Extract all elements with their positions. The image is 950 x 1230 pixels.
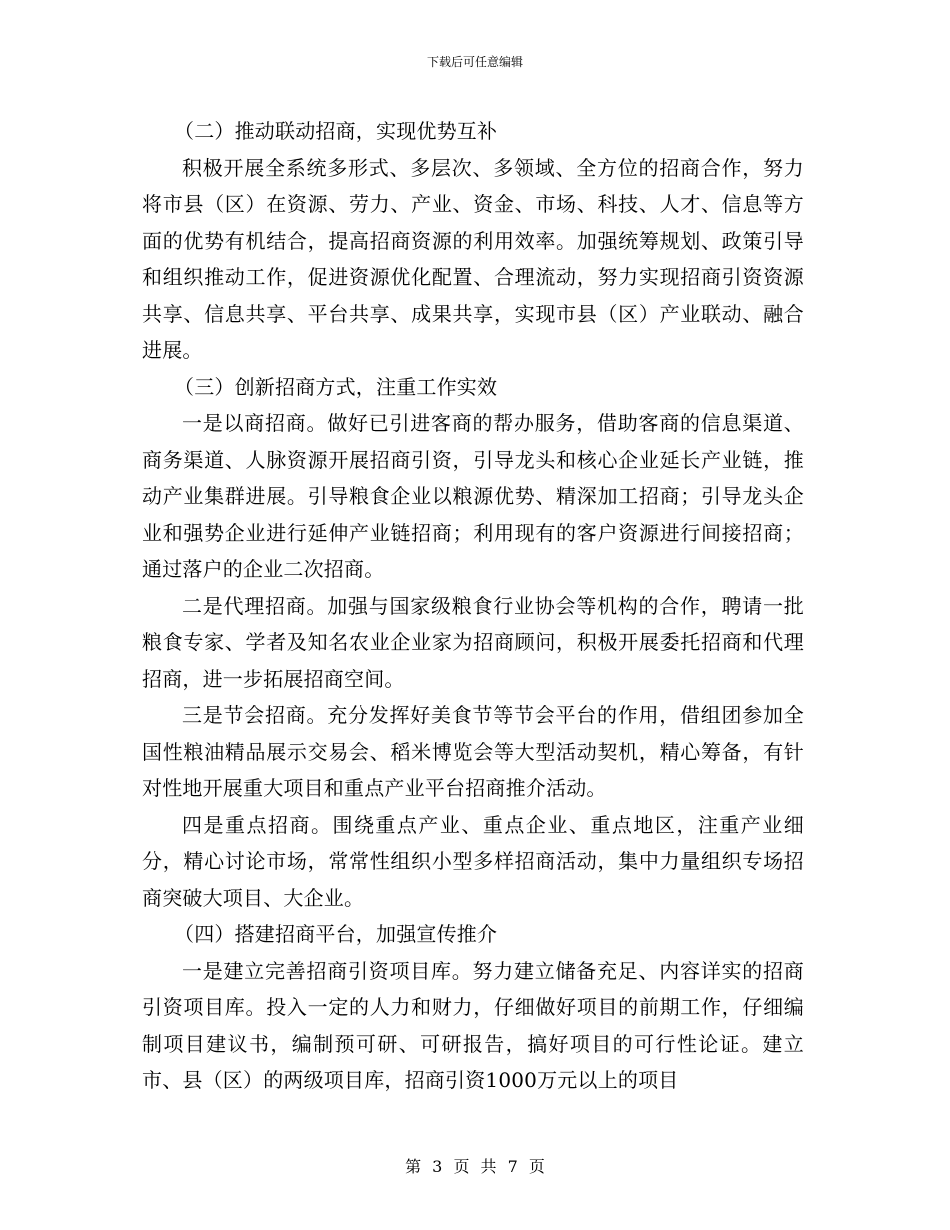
paragraph: 四是重点招商。围绕重点产业、重点企业、重点地区，注重产业细分，精心讨论市场，常常性组织小型多样招商活动，集中力量组织专场招商突破大项目、大企业。: [142, 812, 804, 910]
paragraph: 二是代理招商。加强与国家级粮食行业协会等机构的合作，聘请一批粮食专家、学者及知名农业企业家为招商顾问，积极开展委托招商和代理招商，进一步拓展招商空间。: [142, 593, 804, 691]
section-heading-2: （二）推动联动招商，实现优势互补: [174, 119, 498, 143]
document-body: [142, 113, 804, 1099]
page-footer: 第 3 页 共 7 页: [405, 1157, 545, 1176]
paragraph: 一是建立完善招商引资项目库。努力建立储备充足、内容详实的招商引资项目库。投入一定的人力和财力，仔细做好项目的前期工作，仔细编制项目建议书，编制预可研、可研报告，搞好项目的可行性论证。建立市、县（区）的两级项目库，招商引资1000万元以上的项目: [142, 958, 804, 1092]
paragraph: 三是节会招商。充分发挥好美食节等节会平台的作用，借组团参加全国性粮油精品展示交易会、稻米博览会等大型活动契机，精心筹备，有针对性地开展重大项目和重点产业平台招商推介活动。: [142, 703, 804, 800]
section-heading-4: （四）搭建招商平台，加强宣传推介: [174, 922, 498, 946]
page-header: 下载后可任意编辑: [426, 55, 523, 69]
paragraph: 积极开展全系统多形式、多层次、多领域、全方位的招商合作，努力将市县（区）在资源、劳力、产业、资金、市场、科技、人才、信息等方面的优势有机结合，提高招商资源的利用效率。加强统筹规划、政策引导和组织推动工作，促进资源优化配置、合理流动，努力实现招商引资资源共享、信息共享、平台共享、成果共享，实现市县（区）产业联动、融合进展。: [142, 155, 804, 362]
section-heading-3: （三）创新招商方式，注重工作实效: [174, 374, 498, 399]
paragraph: 一是以商招商。做好已引进客商的帮办服务，借助客商的信息渠道、商务渠道、人脉资源开展招商引资，引导龙头和核心企业延长产业链，推动产业集群进展。引导粮食企业以粮源优势、精深加工招商；引导龙头企业和强势企业进行延伸产业链招商；利用现有的客户资源进行间接招商；通过落户的企业二次招商。: [142, 411, 804, 581]
